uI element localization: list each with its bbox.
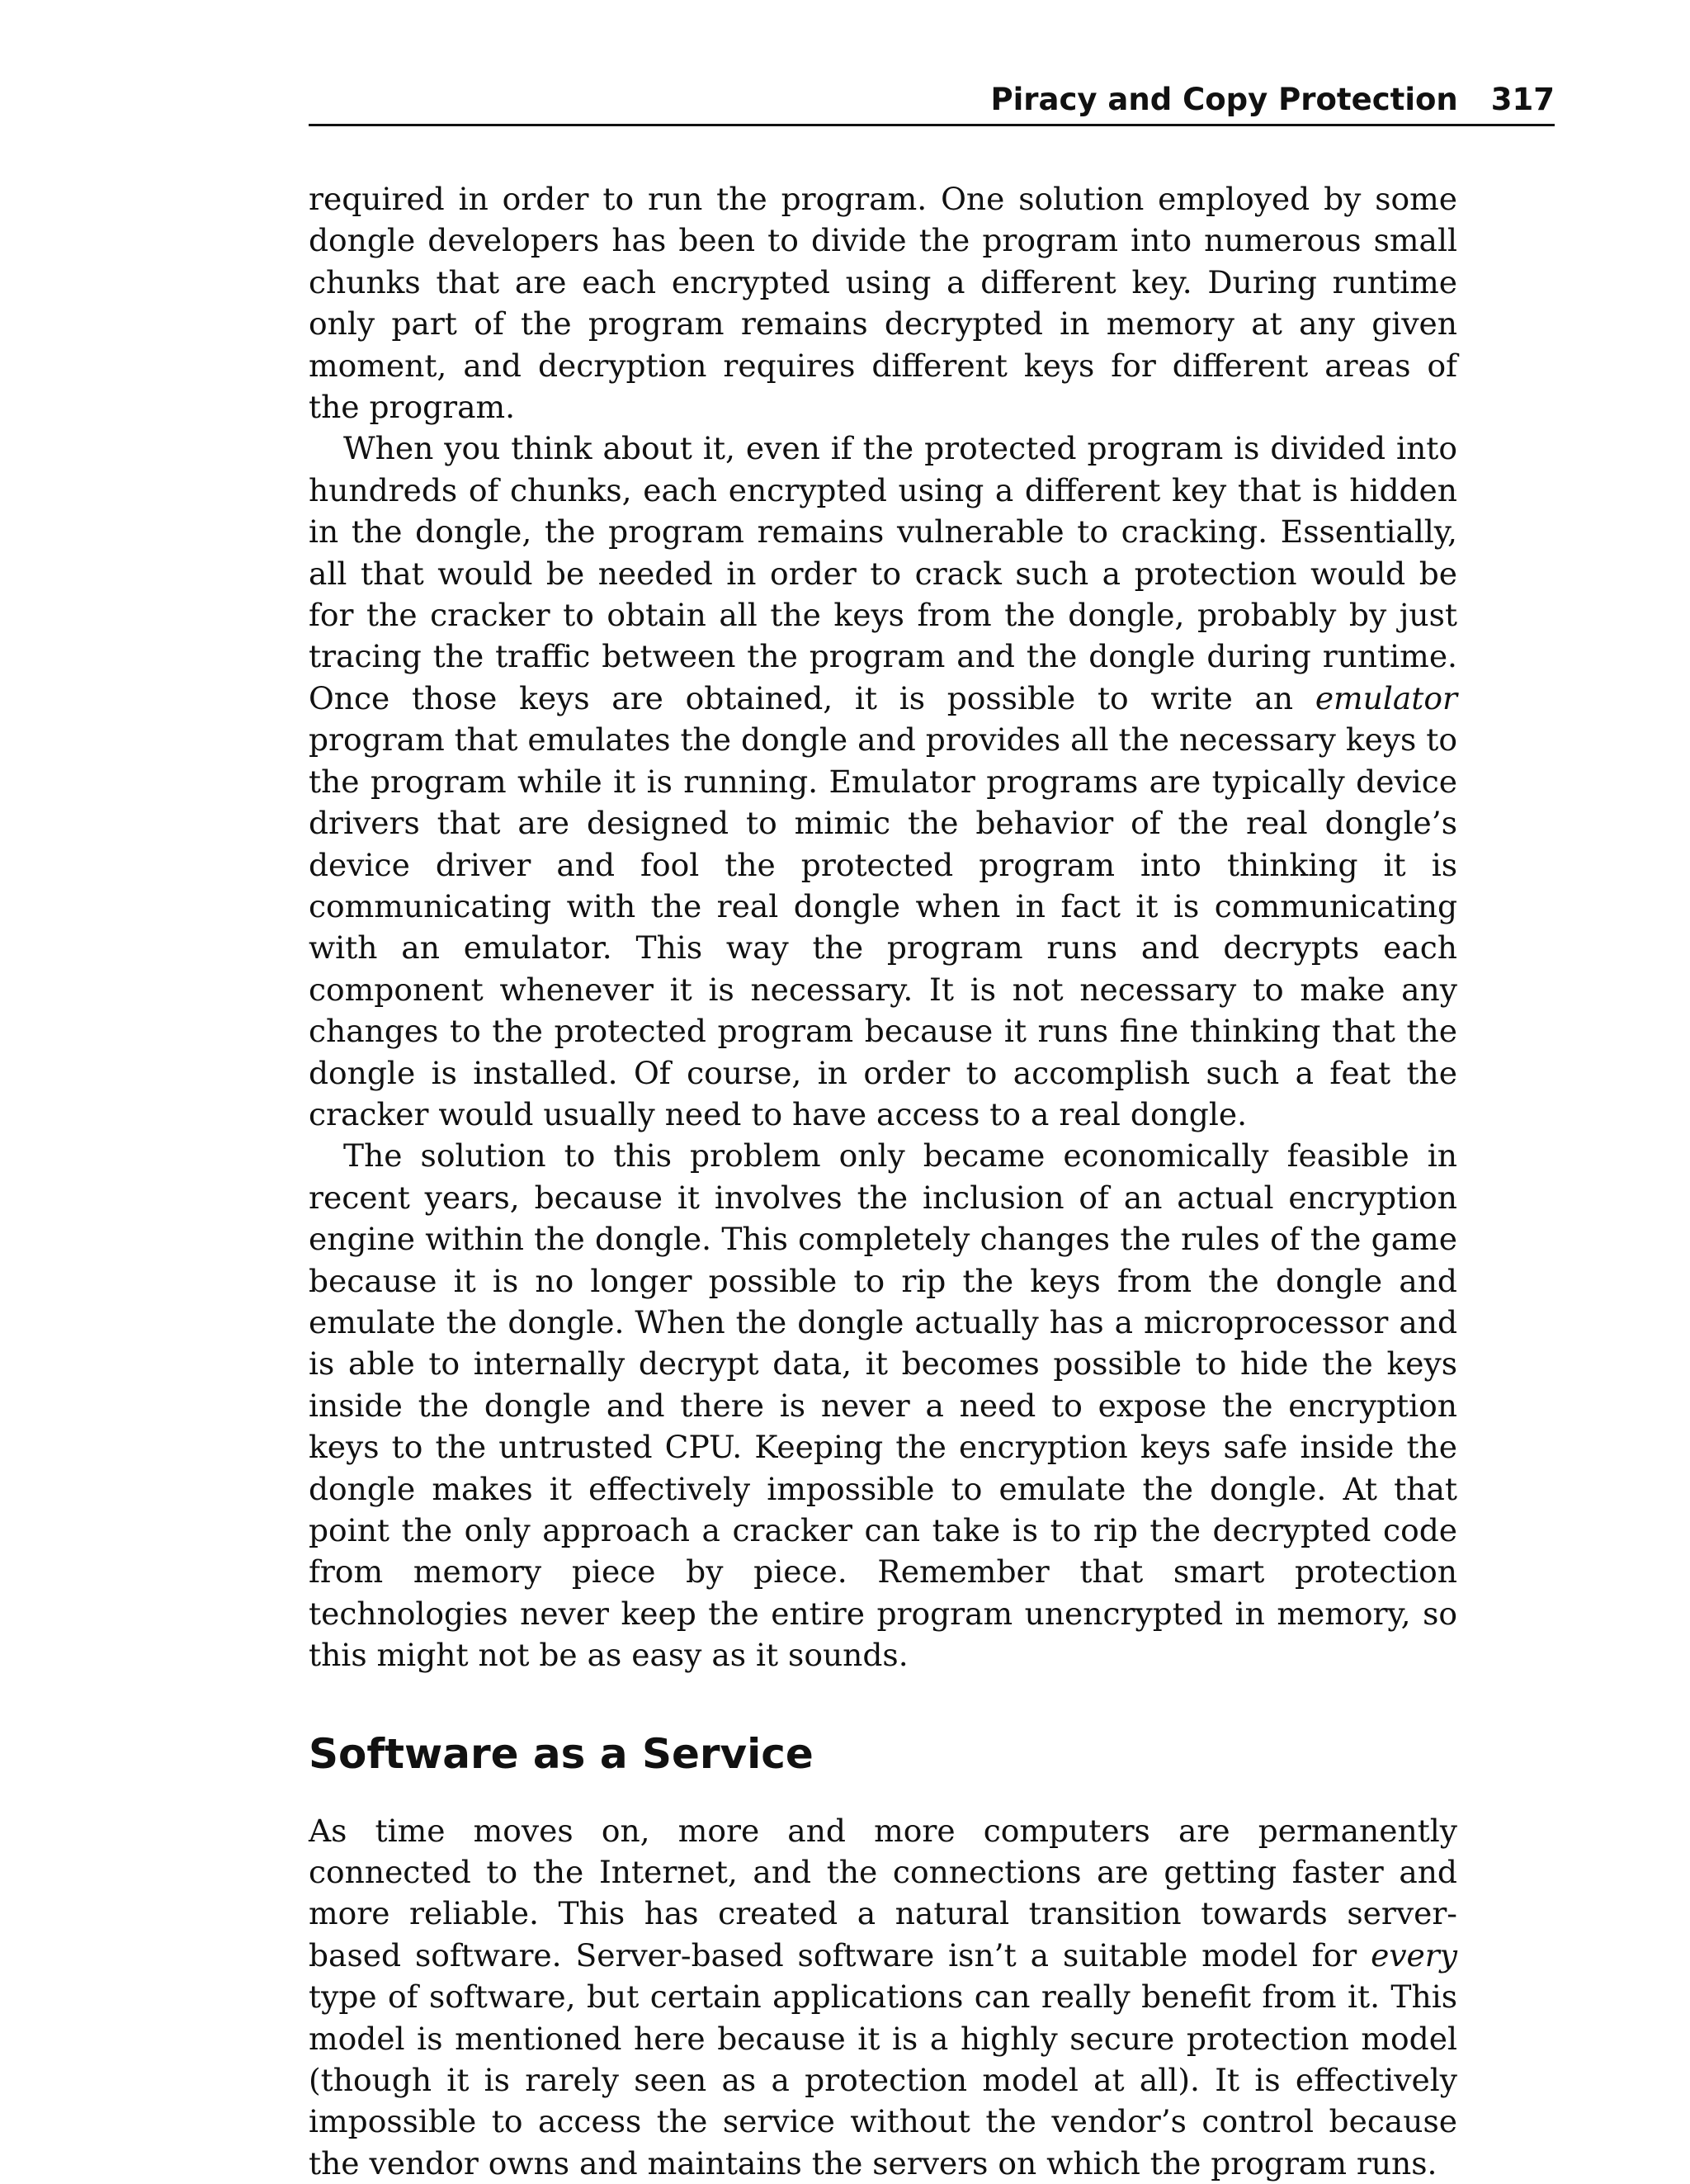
paragraph-emulator-text-1: When you think about it, even if the protected program is divided into hundreds of chunks, each encrypted using a different key that is hidden in the dongle, the program remains vulnerable to cracking. Essentially, all that would be needed in order to crack such a protection would be for the cracker to obtain all the keys from the dongle, probably by just tracing the traffic between the program and the dongle during runtime. Once those keys are obtained, it is possible to write an xyxy=(309,430,1457,716)
emphasis-emulator: emulator xyxy=(1315,679,1457,716)
paragraph-saas-text-2: type of software, but certain applications can really benefit from it. This model is mentioned here because it is a highly secure protection model (though it is rarely seen as a protection model at all). It is effectively impossible to access the service without the vendor’s control because the vendor owns and maintains the servers on which the program runs. xyxy=(309,1978,1457,2182)
emphasis-every: every xyxy=(1371,1936,1457,1974)
paragraph-emulator xyxy=(309,428,1457,1135)
paragraph-software-as-service xyxy=(309,1810,1457,2184)
running-head-title: Piracy and Copy Protection xyxy=(990,82,1458,117)
paragraph-saas-text-1: As time moves on, more and more computers are permanently connected to the Internet, and the connections are getting faster and more reliable. This has created a natural transition towards server-based software. Server-based software isn’t a suitable model for xyxy=(309,1812,1457,1974)
paragraph-encryption-engine: The solution to this problem only became economically feasible in recent years, because it involves the inclusion of an actual encryption engine within the dongle. This completely changes the rules of the game because it is no longer possible to rip the keys from the dongle and emulate the dongle. When the dongle actually has a microprocessor and is able to internally decrypt data, it becomes possible to hide the keys inside the dongle and there is never a need to expose the encryption keys to the untrusted CPU. Keeping the encryption keys safe inside the dongle makes it effectively impossible to emulate the dongle. At that point the only approach a cracker can take is to rip the decrypted code from memory piece by piece. Remember that smart protection technologies never keep the entire program unencrypted in memory, so this might not be as easy as it sounds. xyxy=(309,1137,1457,1674)
section-heading: Software as a Service xyxy=(309,1729,814,1778)
paragraph-continuation: required in order to run the program. One solution employed by some dongle developers has been to divide the program into numerous small chunks that are each encrypted using a different key. During runtime only part of the program remains decrypted in memory at any given moment, and decryption requires different keys for different areas of the program. xyxy=(309,181,1457,426)
page-number: 317 xyxy=(1490,82,1555,117)
paragraph-emulator-text-2: program that emulates the dongle and provides all the necessary keys to the program while it is running. Emulator programs are typically device drivers that are designed to mimic the behavior of the real dongle’s device driver and fool the protected program into thinking it is communicating with the real dongle when in fact it is communicating with an emulator. This way the program runs and decrypts each component whenever it is necessary. It is not necessary to make any changes to the protected program because it runs fine thinking that the dongle is installed. Of course, in order to accomplish such a feat the cracker would usually need to have access to a real dongle. xyxy=(309,721,1458,1132)
running-head xyxy=(309,76,1555,126)
body-text xyxy=(309,178,1457,2184)
